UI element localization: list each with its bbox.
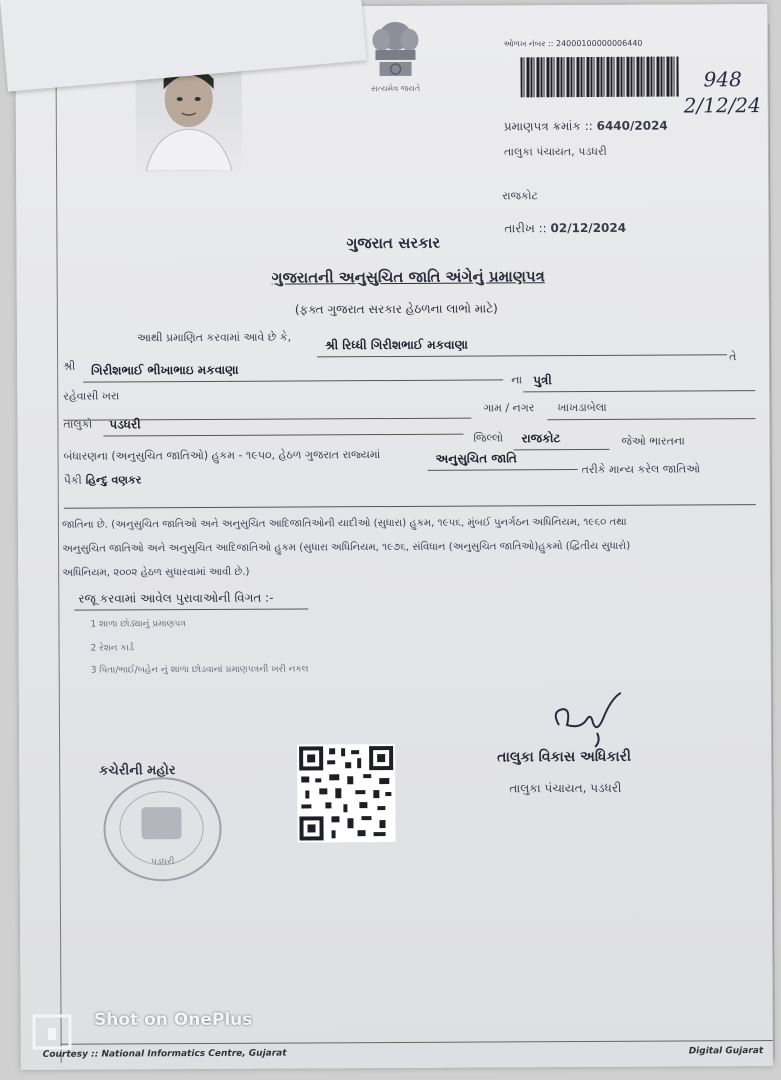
issuing-office: તાલુકા પંચાયત, પડધરી — [503, 144, 607, 159]
camera-watermark: Shot on OnePlus — [94, 1010, 253, 1030]
caste-prefix: પૈકી — [63, 473, 82, 487]
seal-text: પડધરી — [150, 857, 175, 868]
serial-number: 24000100000006440 — [555, 38, 643, 49]
certificate-paper — [15, 4, 773, 1070]
caste-value: હિન્દુ વણકર — [85, 473, 142, 487]
date-row — [504, 221, 626, 237]
officer-office: તાલુકા પંચાયત, પડધરી — [509, 780, 622, 796]
jemo-label: જેઓ ભારતના — [621, 434, 685, 448]
serial-label: ઓળખ નંબર — [503, 39, 546, 49]
government-title: ગુજરાત સરકાર — [346, 233, 441, 253]
legal-paragraph-line-3: અધિનિયમ, ૨૦૦૨ હેઠળ સુધારવામાં આવી છે.) — [62, 566, 250, 579]
documents-heading: રજૂ કરવામાં આવેલ પુરાવાઓની વિગત :- — [78, 590, 274, 606]
recognized-text: તરીકે માન્ય કરેલ જાતિઓ — [581, 462, 701, 477]
district-value: રાજકોટ — [521, 431, 561, 446]
district-label: જિલ્લો — [473, 431, 504, 445]
handwritten-date: 2/12/24 — [683, 93, 761, 118]
taluka-value: પડધરી — [109, 417, 141, 432]
officer-title: તાલુકા વિકાસ અધિકારી — [497, 748, 631, 766]
office-seal — [103, 777, 222, 882]
certificate-subtitle: (ફક્ત ગુજરાત સરકાર હેઠળના લાભો માટે) — [294, 301, 498, 317]
relation: પુત્રી — [533, 373, 552, 388]
handwritten-note — [684, 66, 761, 118]
certificate-number: 6440/2024 — [596, 118, 668, 133]
qr-code — [297, 744, 396, 843]
serial-row: ઓળખ નંબર :: 24000100000006440 — [503, 38, 643, 49]
caste-category: અનુસુચિત જાતિ — [435, 451, 517, 466]
handwritten-number: 948 — [703, 67, 742, 92]
document-item-1: 1 શાળા છોડ્યાનું પ્રમાણપત્ર — [90, 619, 186, 630]
emblem-caption: સત્યમેવ જયતે — [371, 83, 421, 94]
issuing-city: રાજકોટ — [502, 189, 538, 203]
legal-paragraph-line-2: અનુસુચિત જાતિઓ અને અનુસુચિત આદિજાતિઓ હુકમ (સુધારા અધિનિયમ, ૧૯૭૬, સંવિધાન (અનુસુચિત જાતિઓ)હુકમો (દ્વિતીય સુધારો) — [62, 540, 631, 555]
taluka-label: તાલુકો — [63, 417, 93, 431]
legal-paragraph-line-1: જાતિના છે. (અનુસુચિત જાતિઓ અને અનુસુચિત આદિજાતિઓની યાદીઓ (સુધારા) હુકમ, ૧૯૫૬, મુંબઈ પુનર્ગઠન અધિનિયમ, ૧૯૬૦ તથા — [61, 516, 627, 531]
signature — [541, 689, 641, 750]
digital-gujarat-text: Digital Gujarat — [688, 1046, 764, 1057]
lion-capital-icon — [365, 16, 425, 80]
courtesy-text: Courtesy :: National Informatics Centre, Gujarat — [42, 1048, 287, 1060]
intro-text: આથી પ્રમાણિત કરવામાં આવે છે કે, — [136, 330, 292, 345]
gam-label: ગામ / નગર — [483, 401, 535, 415]
father-name: ગિરીશભાઈ ભીખાભાઇ મકવાણા — [91, 362, 239, 378]
na-text: ના — [511, 373, 523, 387]
applicant-name: શ્રી રિધ્ધી ગિરીશભાઈ મકવાણા — [324, 337, 469, 353]
certificate-title: ગુજરાતની અનુસુચિત જાતિ અંગેનું પ્રમાણપત્ર — [271, 267, 545, 287]
state-emblem — [360, 16, 430, 94]
document-item-3: 3 પિતા/ભાઈ/બહેન નું શાળા છોડવાનાં પ્રમાણપત્રની ખરી નકલ — [90, 664, 309, 676]
certificate-number-label: પ્રમાણપત્ર ક્રમાંક :: — [503, 118, 593, 134]
gam-value: ખાખડાબેલા — [557, 400, 607, 415]
order-text: બંધારણના (અનુસુચિત જાતિઓ) હુકમ - ૧૯૫૦, હેઠળ ગુજરાત રાજ્યમાં — [63, 448, 381, 463]
resident-label: રહેવાસી ખરા — [63, 389, 120, 403]
te-text: તે — [729, 350, 737, 364]
issue-date: 02/12/2024 — [550, 220, 627, 236]
office-seal-label: કચેરીની મહોર — [99, 763, 176, 779]
oneplus-logo-icon — [30, 1012, 74, 1052]
date-label: તારીખ :: — [504, 221, 547, 236]
shri-text: શ્રી — [63, 359, 76, 373]
barcode — [520, 57, 678, 98]
certificate-number-row — [504, 119, 668, 135]
document-item-2: 2 રેશન કાર્ડ — [90, 643, 134, 654]
